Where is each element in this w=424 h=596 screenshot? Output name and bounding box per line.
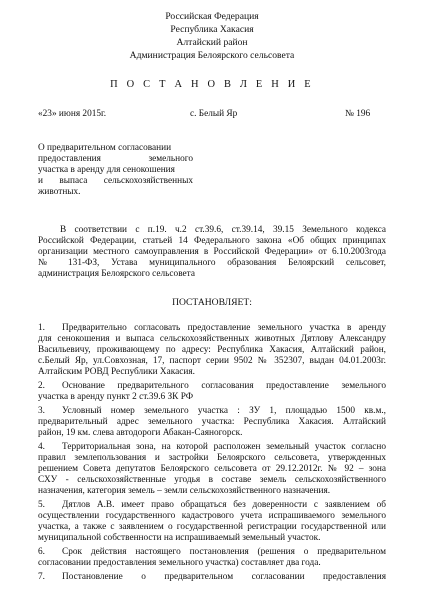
document-place: с. Белый Яр (190, 109, 238, 119)
item-line: Предварительно согласовать предоставление земельного участка в аренду (62, 323, 386, 333)
item-line: согласовании предоставления земельного участка) составляет два года. (38, 558, 321, 568)
item-number: 5. (38, 500, 45, 510)
subject-line: предоставления земельного (38, 154, 193, 164)
document-number: № 196 (345, 109, 371, 119)
item-line: участка, а также с заявлением о государственной регистрации государственной или (38, 522, 386, 532)
item-line: назначения, категория земель – земли сельскохозяйственного назначения. (38, 486, 331, 496)
item-line: решением Совета депутатов Белоярского сельсовета от 29.12.2012г. № 92 – зона (38, 464, 386, 474)
item-line: Васильевичу, проживающему по адресу: Республика Хакасия, Алтайский район, (38, 345, 386, 355)
item-number: 1. (38, 323, 45, 333)
item-number: 2. (38, 381, 45, 391)
item-line: осуществлении государственного кадастрового учета испрашиваемого земельного (38, 511, 386, 521)
item-line: Алтайским РОВД Республики Хакасия. (38, 367, 195, 377)
preamble-line: организации местного самоуправления в Российской Федерации» от 6.10.2003года (38, 247, 386, 257)
item-number: 7. (38, 572, 45, 582)
item-line: Дятлов А.В. имеет право обращаться без доверенности с заявлением об (62, 500, 386, 510)
item-line: участка в аренду пункт 2 ст.39.6 ЗК РФ (38, 392, 194, 402)
item-line: СХУ - сельскохозяйственные угодья в составе земель сельскохозяйственного (38, 475, 386, 485)
header-republic: Республика Хакасия (170, 24, 254, 35)
item-line: Срок действия настоящего постановления (решения о предварительном (62, 547, 386, 557)
preamble-line: № 131-ФЗ, Устава муниципального образования Белоярский сельсовет, (38, 258, 386, 268)
item-number: 4. (38, 442, 45, 452)
item-line: район, 19 км. слева автодороги Абакан-Саяногорск. (38, 428, 243, 438)
item-line: Основание предварительного согласования предоставление земельного (62, 381, 386, 391)
item-line: Постановление о предварительном согласовании предоставления (62, 572, 386, 582)
item-number: 6. (38, 547, 45, 557)
header-country: Российская Федерация (165, 11, 259, 22)
item-line: предварительный адрес земельного участка: Республика Хакасия. Алтайский (38, 417, 386, 427)
document-date: «23» июня 2015г. (38, 109, 107, 119)
header-administration: Администрация Белоярского сельсовета (129, 50, 295, 61)
subject-line: участка в аренду для сенокошения (38, 165, 175, 175)
subject-line: и выпаса сельскохозяйственных (38, 176, 193, 186)
header-district: Алтайский район (176, 37, 248, 48)
item-line: муниципальной собственности на испрашиваемый земельный участок. (38, 533, 321, 543)
preamble-line: Российской Федерации, статьей 14 Федерального закона «Об общих принципах (38, 236, 386, 246)
item-number: 3. (38, 406, 45, 416)
item-line: Условный номер земельного участка : ЗУ 1, площадью 1500 кв.м., (62, 406, 386, 416)
item-line: для сенокошения и выпаса сельскохозяйственных животных Дятлову Александру (38, 334, 386, 344)
item-line: Территориальная зона, на которой расположен земельный участок согласно (62, 442, 386, 452)
preamble-line: В соответствии с п.19. ч.2 ст.39.6, ст.39.14, 39.15 Земельного кодекса (60, 225, 386, 235)
subject-line: О предварительном согласовании (38, 143, 172, 153)
item-line: правил землепользования и застройки Белоярского сельсовета, утвержденных (38, 453, 386, 463)
document-title: П О С Т А Н О В Л Е Н И Е (110, 79, 314, 90)
subject-line: животных. (38, 187, 81, 197)
preamble-line: администрация Белоярского сельсовета (38, 269, 195, 279)
item-line: с.Белый Яр, ул.Совхозная, 17, паспорт серии 9502 № 352307, выдан 04.01.2003г. (38, 356, 386, 366)
resolves-heading: ПОСТАНОВЛЯЕТ: (172, 297, 252, 308)
